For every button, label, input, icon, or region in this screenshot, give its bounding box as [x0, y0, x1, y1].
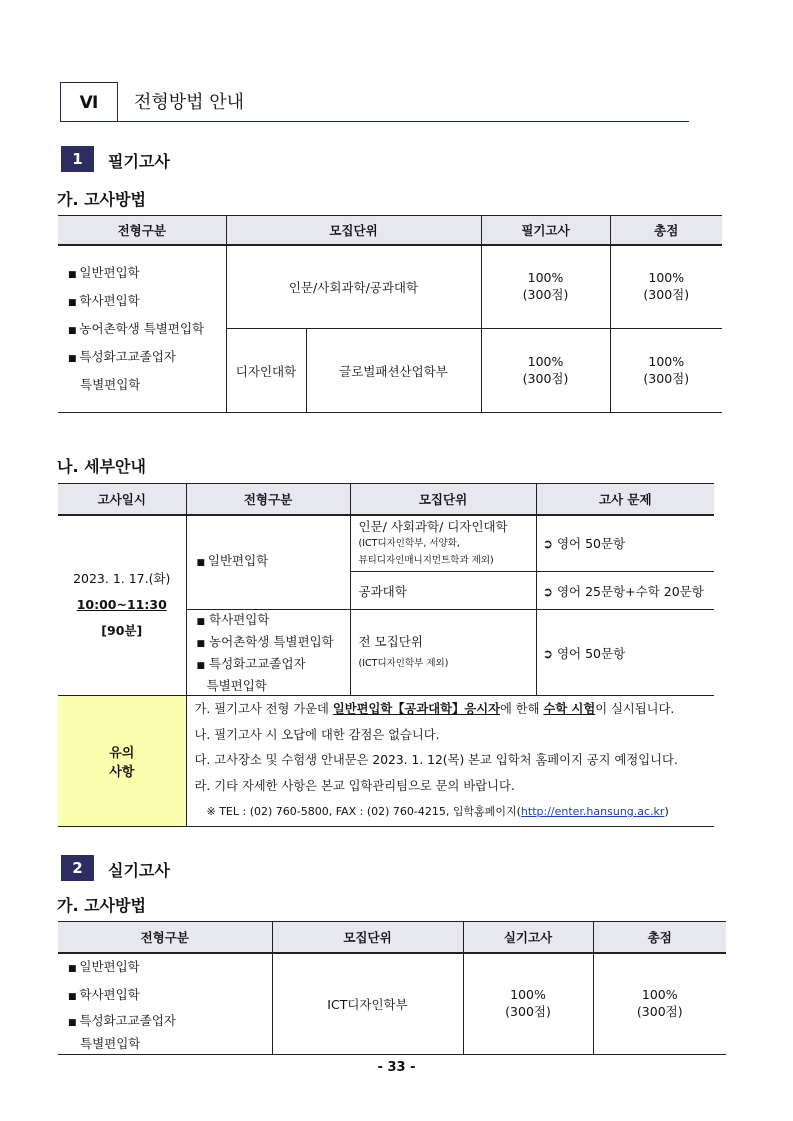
header-category: 전형구분 [58, 216, 226, 245]
category-item: ■ 농어촌학생 특별편입학 [68, 316, 226, 344]
header-date: 고사일시 [58, 484, 186, 515]
notes-label: 유의 사항 [58, 696, 186, 827]
section2-title: 실기고사 [108, 861, 170, 880]
category-item: ■ 학사편입학 [68, 288, 226, 316]
written-score: 100% (300점) [481, 245, 610, 329]
header-written: 필기고사 [481, 216, 610, 245]
written-exam-detail-table [58, 483, 714, 827]
group1-unit2: 공과대학 [350, 572, 536, 610]
category-item: ■ 일반편입학 [68, 954, 272, 982]
category-list [58, 953, 272, 1055]
notes-content [186, 696, 714, 827]
circle-arrow-right-icon: ➲ [542, 536, 553, 552]
group2-item: ■ 학사편입학 [196, 612, 270, 627]
section2-number: 2 [61, 855, 94, 881]
category-item: ■ 특성화고교졸업자 [68, 344, 226, 372]
section2-subtitle-a: 가. 고사방법 [57, 896, 146, 915]
chapter-number: Ⅵ [60, 82, 118, 122]
header-unit: 모집단위 [272, 922, 463, 953]
exam-time: 10:00~11:30 [76, 597, 167, 613]
practical-score: 100% (300점) [463, 953, 593, 1055]
note-b: 나. 필기고사 시 오답에 대한 감점은 없습니다. [194, 727, 440, 742]
category-item: ■ 일반편입학 [68, 260, 226, 288]
total-score: 100% (300점) [610, 245, 722, 329]
page-number: - 33 - [377, 1060, 416, 1075]
written-score: 100% (300점) [481, 329, 610, 413]
college-cell: 디자인대학 [226, 329, 306, 413]
dept-cell: 글로벌패션산업학부 [306, 329, 481, 413]
note-c: 다. 고사장소 및 수험생 안내문은 2023. 1. 12(목) 본교 입학처 홈페이지 공지 예정입니다. [194, 753, 678, 768]
practical-exam-method-table [58, 921, 726, 1055]
header-category: 전형구분 [186, 484, 350, 515]
total-score: 100% (300점) [610, 329, 722, 413]
group1-unit1: 인문/ 사회과학/ 디자인대학 (ICT디자인학부, 서양화, 뷰티디자인매니지먼트학과 제외) [350, 515, 536, 572]
section1-number: 1 [61, 146, 94, 172]
homepage-link[interactable]: http://enter.hansung.ac.kr [520, 805, 665, 819]
note-e: ※ TEL : (02) 760-5800, FAX : (02) 760-4215, 입학홈페이지(http://enter.hansung.ac.kr) [206, 805, 669, 819]
category-item-cont: 특별편입학 [80, 377, 141, 393]
group1-category: ■ 일반편입학 [186, 515, 350, 610]
group2-unit: 전 모집단위 (ICT디자인학부 제외) [350, 610, 536, 696]
note-a: 가. 필기고사 전형 가운데 일반편입학【공과대학】응시자에 한해 수학 시험이 실시됩니다. [194, 702, 675, 717]
unit-cell: 인문/사회과학/공과대학 [226, 245, 481, 329]
circle-arrow-right-icon: ➲ [542, 583, 553, 599]
written-exam-method-table [58, 215, 722, 413]
total-score: 100% (300점) [593, 953, 726, 1055]
header-questions: 고사 문제 [536, 484, 714, 515]
header-total: 총점 [610, 216, 722, 245]
group2-category [186, 610, 350, 696]
group2-item-cont: 특별편입학 [206, 678, 267, 693]
section1-subtitle-b: 나. 세부안내 [57, 457, 146, 476]
group2-item: ■ 농어촌학생 특별편입학 [196, 634, 334, 649]
chapter-title: 전형방법 안내 [134, 92, 245, 113]
circle-arrow-right-icon: ➲ [542, 645, 553, 661]
unit-cell: ICT디자인학부 [272, 953, 463, 1055]
section1-title: 필기고사 [108, 152, 170, 171]
header-category: 전형구분 [58, 922, 272, 953]
category-list [58, 245, 226, 413]
category-item-cont: 특별편입학 [80, 1035, 141, 1051]
header-practical: 실기고사 [463, 922, 593, 953]
group2-exam: ➲ 영어 50문항 [536, 610, 714, 696]
category-item: ■ 특성화고교졸업자 [68, 1010, 272, 1034]
chapter-underline [60, 121, 689, 122]
category-item: ■ 학사편입학 [68, 982, 272, 1010]
header-unit: 모집단위 [226, 216, 481, 245]
note-d: 라. 기타 자세한 사항은 본교 입학관리팀으로 문의 바랍니다. [194, 778, 515, 793]
group1-unit2-exam: ➲ 영어 25문항+수학 20문항 [536, 572, 714, 610]
group2-item: ■ 특성화고교졸업자 [196, 656, 306, 671]
exam-duration: [90분] [101, 623, 143, 639]
exam-date: 2023. 1. 17.(화) [73, 571, 171, 587]
header-total: 총점 [593, 922, 726, 953]
exam-datetime [58, 515, 186, 696]
section1-subtitle-a: 가. 고사방법 [57, 190, 146, 209]
group1-unit1-exam: ➲ 영어 50문항 [536, 515, 714, 572]
header-unit: 모집단위 [350, 484, 536, 515]
